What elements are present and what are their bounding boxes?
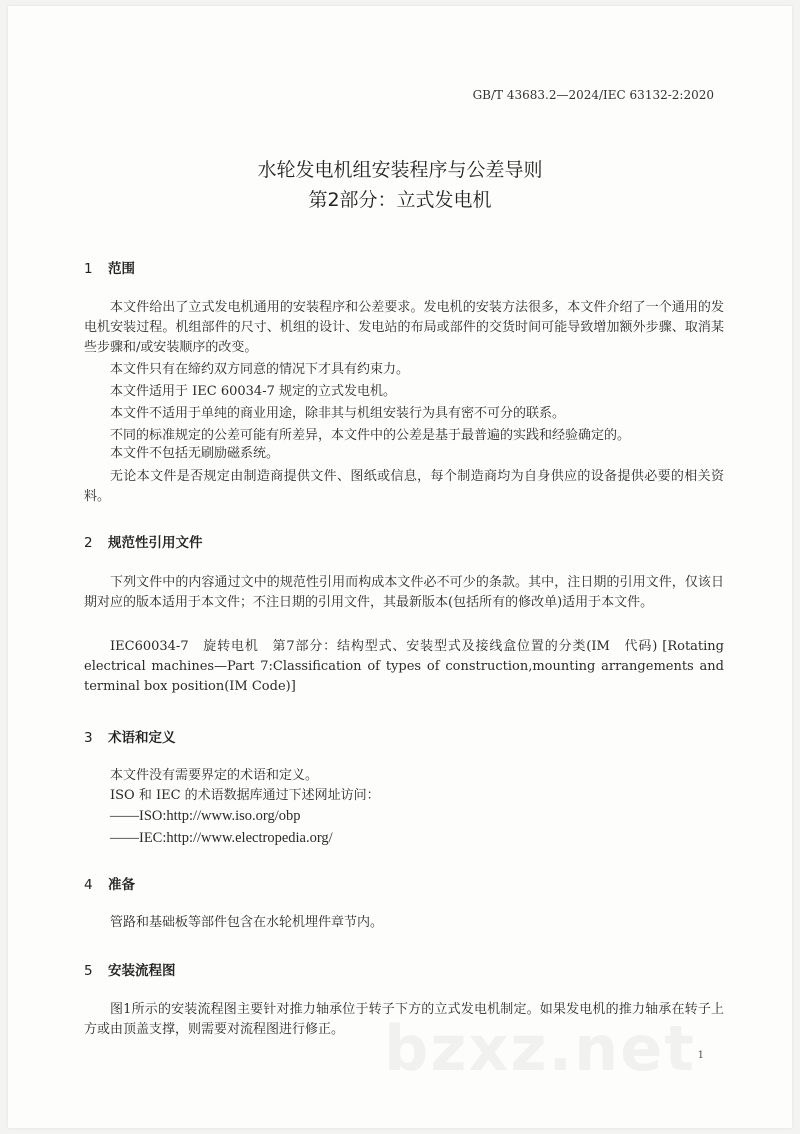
section-heading-2 xyxy=(84,531,203,551)
section-title: 规范性引用文件 xyxy=(108,535,203,551)
section-heading-3 xyxy=(84,726,176,746)
section-title: 术语和定义 xyxy=(108,730,176,746)
paragraph: 不同的标准规定的公差可能有所差异，本文件中的公差是基于最普遍的实践和经验确定的。 xyxy=(110,428,631,443)
paragraph: 本文件只有在缔约双方同意的情况下才具有约束力。 xyxy=(110,362,410,377)
paragraph: 本文件没有需要界定的术语和定义。 xyxy=(110,768,319,783)
watermark: bzxz.net xyxy=(384,1012,696,1085)
iso-url-link[interactable]: ——ISO:http://www.iso.org/obp xyxy=(110,808,301,824)
section-heading-5 xyxy=(84,959,176,979)
section-number: 3 xyxy=(84,730,93,746)
page-number: 1 xyxy=(697,1050,704,1061)
section-heading-1 xyxy=(84,257,135,277)
paragraph: 本文件给出了立式发电机通用的安装程序和公差要求。发电机的安装方法很多，本文件介绍了一个通用的发电机安装过程。机组部件的尺寸、机组的设计、发电站的布局或部件的交货时间可能导致增加额外步骤、取消某些步骤和/或安装顺序的改变。 xyxy=(84,300,724,355)
paragraph: ISO 和 IEC 的术语数据库通过下述网址访问： xyxy=(110,788,380,803)
document-title: 水轮发电机组安装程序与公差导则 xyxy=(257,159,543,181)
section-number: 1 xyxy=(84,261,93,277)
reference-entry: IEC60034-7 旋转电机 第7部分：结构型式、安装型式及接线盒位置的分类(IM 代码) [Rotating electrical machines—Part 7:Classification of types of construction,mounting arrangements and terminal box position(IM Code)] xyxy=(84,639,724,694)
section-title: 准备 xyxy=(108,877,135,893)
paragraph: 本文件不适用于单纯的商业用途，除非其与机组安装行为具有密不可分的联系。 xyxy=(110,406,566,421)
paragraph: 本文件不包括无刷励磁系统。 xyxy=(110,446,280,461)
section-number: 4 xyxy=(84,877,93,893)
document-subtitle: 第2部分：立式发电机 xyxy=(308,189,492,211)
section-heading-4 xyxy=(84,873,135,893)
paragraph: 管路和基础板等部件包含在水轮机埋件章节内。 xyxy=(110,915,384,930)
paragraph: 本文件适用于 IEC 60034-7 规定的立式发电机。 xyxy=(110,384,396,399)
document-page xyxy=(8,6,792,1128)
section-title: 范围 xyxy=(108,261,135,277)
paragraph: 下列文件中的内容通过文中的规范性引用而构成本文件必不可少的条款。其中，注日期的引用文件，仅该日期对应的版本适用于本文件；不注日期的引用文件，其最新版本(包括所有的修改单)适用于本文件。 xyxy=(84,575,724,610)
section-title: 安装流程图 xyxy=(108,963,176,979)
section-number: 2 xyxy=(84,535,93,551)
document-id: GB/T 43683.2—2024/IEC 63132-2:2020 xyxy=(472,88,714,102)
iec-url-link[interactable]: ——IEC:http://www.electropedia.org/ xyxy=(110,830,333,846)
paragraph: 图1所示的安装流程图主要针对推力轴承位于转子下方的立式发电机制定。如果发电机的推力轴承在转子上方或由顶盖支撑，则需要对流程图进行修正。 xyxy=(84,1002,724,1037)
section-number: 5 xyxy=(84,963,93,979)
paragraph: 无论本文件是否规定由制造商提供文件、图纸或信息，每个制造商均为自身供应的设备提供必要的相关资料。 xyxy=(84,469,724,504)
